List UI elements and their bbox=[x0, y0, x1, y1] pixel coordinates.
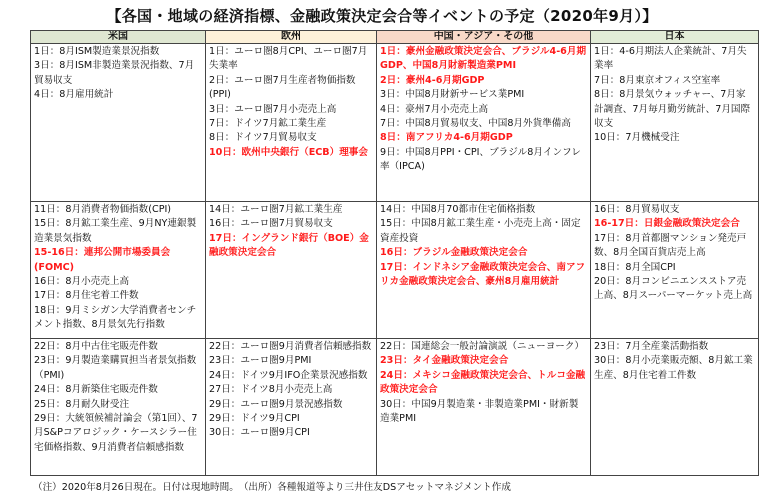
event-item: 2日：ユーロ圏7月生産者物価指数(PPI) bbox=[209, 74, 356, 101]
event-item: 17日：8月住宅着工件数 bbox=[34, 290, 139, 302]
column-header-europe: 欧州 bbox=[206, 31, 377, 44]
event-item: 1日：8月ISM製造業景況指数 bbox=[34, 46, 160, 57]
event-item: 29日：ドイツ9月CPI bbox=[209, 413, 300, 425]
column-header-us: 米国 bbox=[31, 31, 206, 44]
event-item: 17日：8月首都圏マンション発売戸数、8月全国百貨店売上高 bbox=[594, 232, 747, 259]
table-cell-us bbox=[31, 202, 206, 339]
event-item: 16日：8月小売売上高 bbox=[34, 276, 130, 288]
table-cell-china-asia-other bbox=[377, 44, 591, 202]
event-item: 29日：大統領候補討論会（第1回）、7月S&Pコアロジック・ケースシラー住宅価格指数、9月消費者信頼感指数 bbox=[34, 413, 198, 453]
table-row bbox=[31, 339, 759, 476]
event-item-highlighted: 2日：豪州4-6月期GDP bbox=[380, 74, 485, 86]
table-cell-japan bbox=[591, 339, 759, 476]
table-cell-japan bbox=[591, 202, 759, 339]
event-item: 11日：8月消費者物価指数(CPI) bbox=[34, 204, 172, 215]
event-item: 15日：中国8月鉱工業生産・小売売上高・固定資産投資 bbox=[380, 218, 581, 244]
table-cell-europe bbox=[206, 339, 377, 476]
page-title: 【各国・地域の経済指標、金融政策決定会合等イベントの予定（2020年9月）】 bbox=[106, 7, 658, 25]
event-item-highlighted: 16-17日：日銀金融政策決定会合 bbox=[594, 218, 740, 230]
event-item: 23日：7月全産業活動指数 bbox=[594, 341, 709, 352]
event-item: 27日：ドイツ8月小売売上高 bbox=[209, 384, 333, 396]
event-item: 22日：ユーロ圏9月消費者信頼感指数 bbox=[209, 341, 372, 352]
event-item-highlighted: 23日：タイ金融政策決定会合 bbox=[380, 355, 509, 367]
event-item: 15日：8月鉱工業生産、9月NY連銀製造業景気指数 bbox=[34, 218, 197, 244]
event-item-highlighted: 8日：南アフリカ4-6月期GDP bbox=[380, 132, 513, 144]
footnote: （注）2020年8月26日現在。日付は現地時間。 （出所）各種報道等より三井住友DSアセットマネジメント作成 bbox=[33, 482, 511, 493]
event-item: 18日：8月全国CPI bbox=[594, 261, 676, 273]
event-item: 7日：8月東京オフィス空室率 bbox=[594, 74, 721, 86]
event-item: 1日：4-6月期法人企業統計、7月失業率 bbox=[594, 46, 747, 72]
event-item: 30日：ユーロ圏9月CPI bbox=[209, 427, 310, 439]
table-cell-china-asia-other bbox=[377, 202, 591, 339]
event-item: 20日：8月コンビニエンスストア売上高、8月スーパーマーケット売上高 bbox=[594, 276, 753, 302]
table-cell-europe bbox=[206, 44, 377, 202]
event-item: 30日：中国9月製造業・非製造業PMI・財新製造業PMI bbox=[380, 398, 579, 425]
table-row bbox=[31, 202, 759, 339]
header-row bbox=[31, 31, 759, 44]
event-item: 29日：ユーロ圏9月景況感指数 bbox=[209, 398, 343, 410]
event-item: 25日：8月耐久財受注 bbox=[34, 398, 130, 410]
table-cell-china-asia-other bbox=[377, 339, 591, 476]
event-item: 3日：ユーロ圏7月小売売上高 bbox=[209, 103, 337, 115]
event-item: 14日：中国8月70都市住宅価格指数 bbox=[380, 204, 536, 215]
column-header-japan: 日本 bbox=[591, 31, 759, 44]
table-row bbox=[31, 44, 759, 202]
event-item: 4日：豪州7月小売売上高 bbox=[380, 103, 489, 115]
event-item: 23日：9月製造業購買担当者景気指数（PMI) bbox=[34, 355, 197, 381]
event-item-highlighted: 17日：インドネシア金融政策決定会合、南アフリカ金融政策決定会合、豪州8月雇用統計 bbox=[380, 261, 586, 288]
event-item: 4日：8月雇用統計 bbox=[34, 89, 114, 101]
event-item: 1日：ユーロ圏8月CPI、ユーロ圏7月失業率 bbox=[209, 46, 368, 72]
event-item-highlighted: 17日：イングランド銀行（BOE）金融政策決定会合 bbox=[209, 232, 369, 259]
event-item: 9日：中国8月PPI・CPI、ブラジル8月インフレ率（IPCA) bbox=[380, 146, 581, 173]
event-item: 16日：ユーロ圏7月貿易収支 bbox=[209, 218, 333, 230]
event-item: 14日：ユーロ圏7月鉱工業生産 bbox=[209, 204, 343, 215]
table-cell-us bbox=[31, 44, 206, 202]
event-item: 24日：ドイツ9月IFO企業景況感指数 bbox=[209, 369, 368, 381]
event-item: 7日：中国8月貿易収支、中国8月外貨準備高 bbox=[380, 118, 571, 130]
event-item: 22日：国連総会一般討論演説（ニューヨーク） bbox=[380, 341, 585, 352]
event-item: 10日：7月機械受注 bbox=[594, 132, 680, 144]
event-item: 24日：8月新築住宅販売件数 bbox=[34, 384, 158, 396]
table-cell-europe bbox=[206, 202, 377, 339]
event-item-highlighted: 15-16日：連邦公開市場委員会(FOMC) bbox=[34, 247, 171, 273]
event-item: 22日：8月中古住宅販売件数 bbox=[34, 341, 158, 352]
event-item-highlighted: 10日：欧州中央銀行（ECB）理事会 bbox=[209, 146, 368, 158]
event-item: 3日：8月ISM非製造業景況指数、7月貿易収支 bbox=[34, 60, 195, 86]
event-item: 7日：ドイツ7月鉱工業生産 bbox=[209, 118, 327, 130]
event-item: 18日：9月ミシガン大学消費者センチメント指数、8月景気先行指数 bbox=[34, 304, 197, 331]
event-item: 23日：ユーロ圏9月PMI bbox=[209, 355, 312, 367]
event-item: 16日：8月貿易収支 bbox=[594, 204, 680, 215]
event-item-highlighted: 1日：豪州金融政策決定会合、ブラジル4-6月期GDP、中国8月財新製造業PMI bbox=[380, 46, 587, 72]
event-item: 8日：8月景気ウォッチャー、7月家計調査、7月毎月勤労統計、7月国際収支 bbox=[594, 89, 751, 130]
table-cell-japan bbox=[591, 44, 759, 202]
schedule-table bbox=[30, 30, 759, 476]
event-item: 8日：ドイツ7月貿易収支 bbox=[209, 132, 317, 144]
event-item: 30日：8月小売業販売額、8月鉱工業生産、8月住宅着工件数 bbox=[594, 355, 753, 381]
event-item-highlighted: 16日：ブラジル金融政策決定会合 bbox=[380, 247, 528, 259]
event-item: 3日：中国8月財新サービス業PMI bbox=[380, 89, 525, 101]
column-header-china-asia-other: 中国・アジア・その他 bbox=[377, 31, 591, 44]
table-cell-us bbox=[31, 339, 206, 476]
event-item-highlighted: 24日：メキシコ金融政策決定会合、トルコ金融政策決定会合 bbox=[380, 369, 586, 396]
